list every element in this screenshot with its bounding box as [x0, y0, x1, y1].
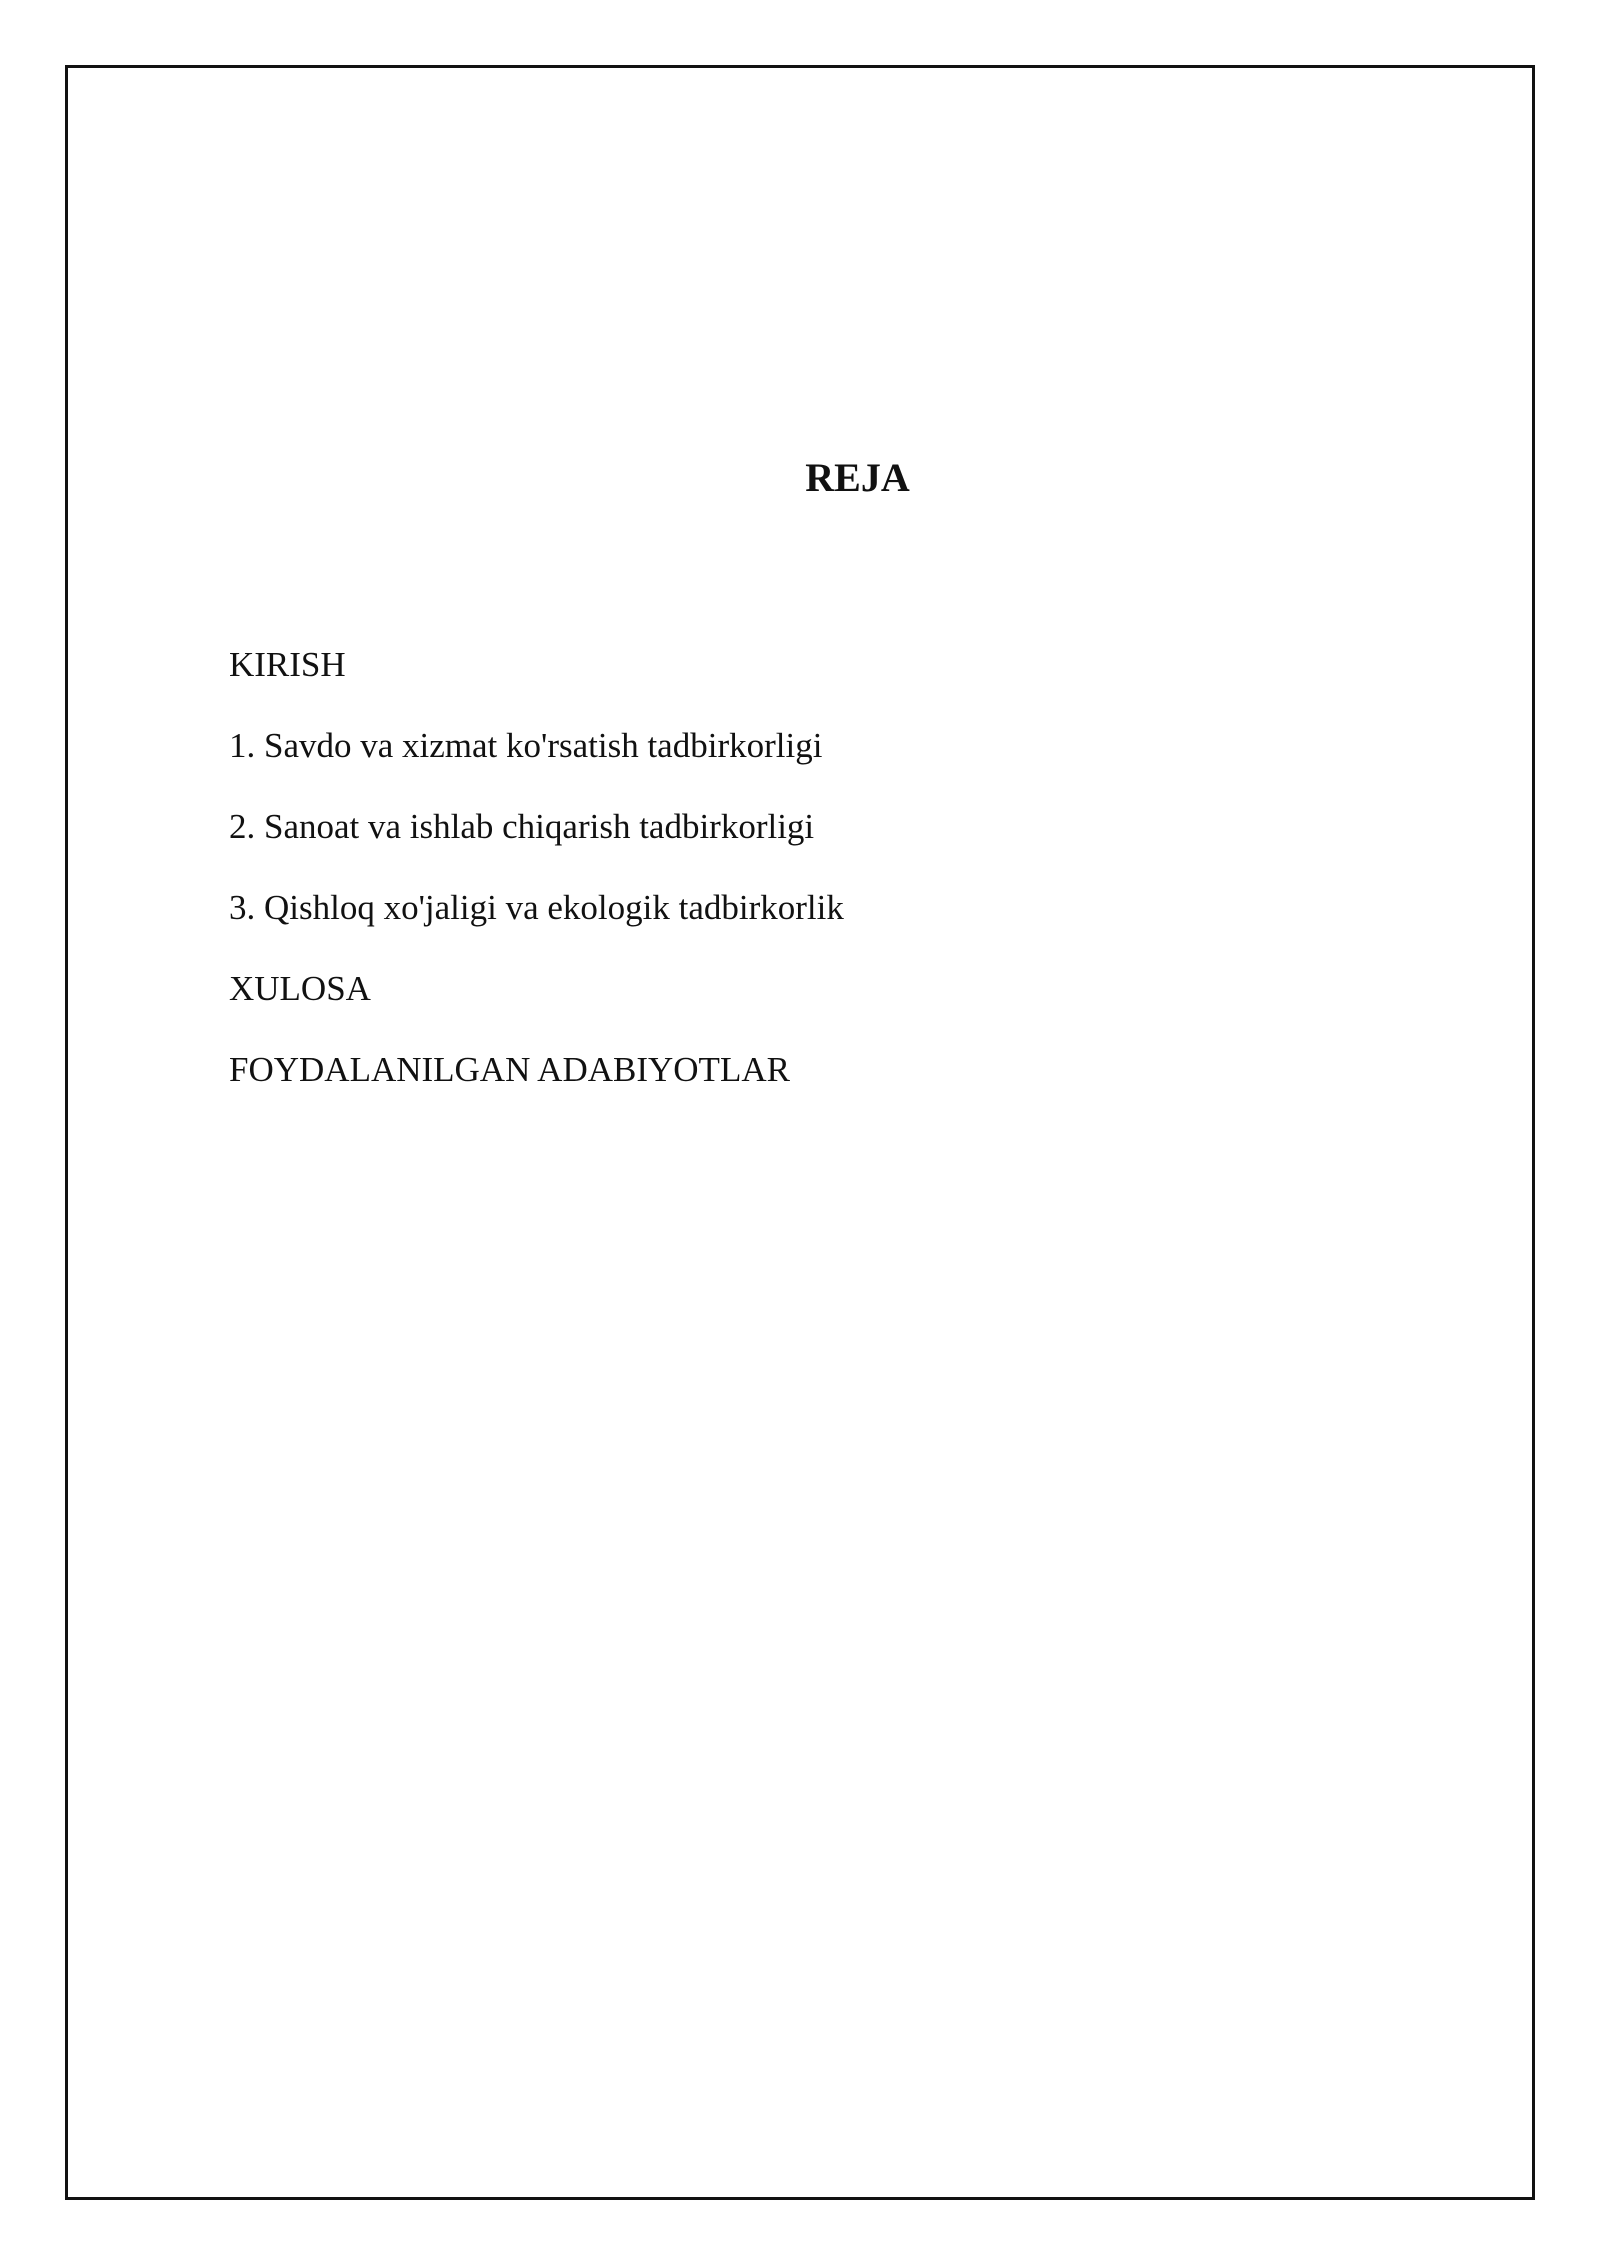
- page-title: REJA: [805, 455, 910, 500]
- outline-item-conclusion: XULOSA: [229, 969, 371, 1008]
- outline-item-1: 1. Savdo va xizmat ko'rsatish tadbirkorligi: [229, 726, 823, 765]
- outline-item-introduction: KIRISH: [229, 645, 346, 684]
- outline-item-references: FOYDALANILGAN ADABIYOTLAR: [229, 1050, 790, 1089]
- outline-item-3: 3. Qishloq xo'jaligi va ekologik tadbirkorlik: [229, 888, 844, 927]
- plan-outline: [229, 647, 844, 1133]
- outline-item-2: 2. Sanoat va ishlab chiqarish tadbirkorligi: [229, 807, 815, 846]
